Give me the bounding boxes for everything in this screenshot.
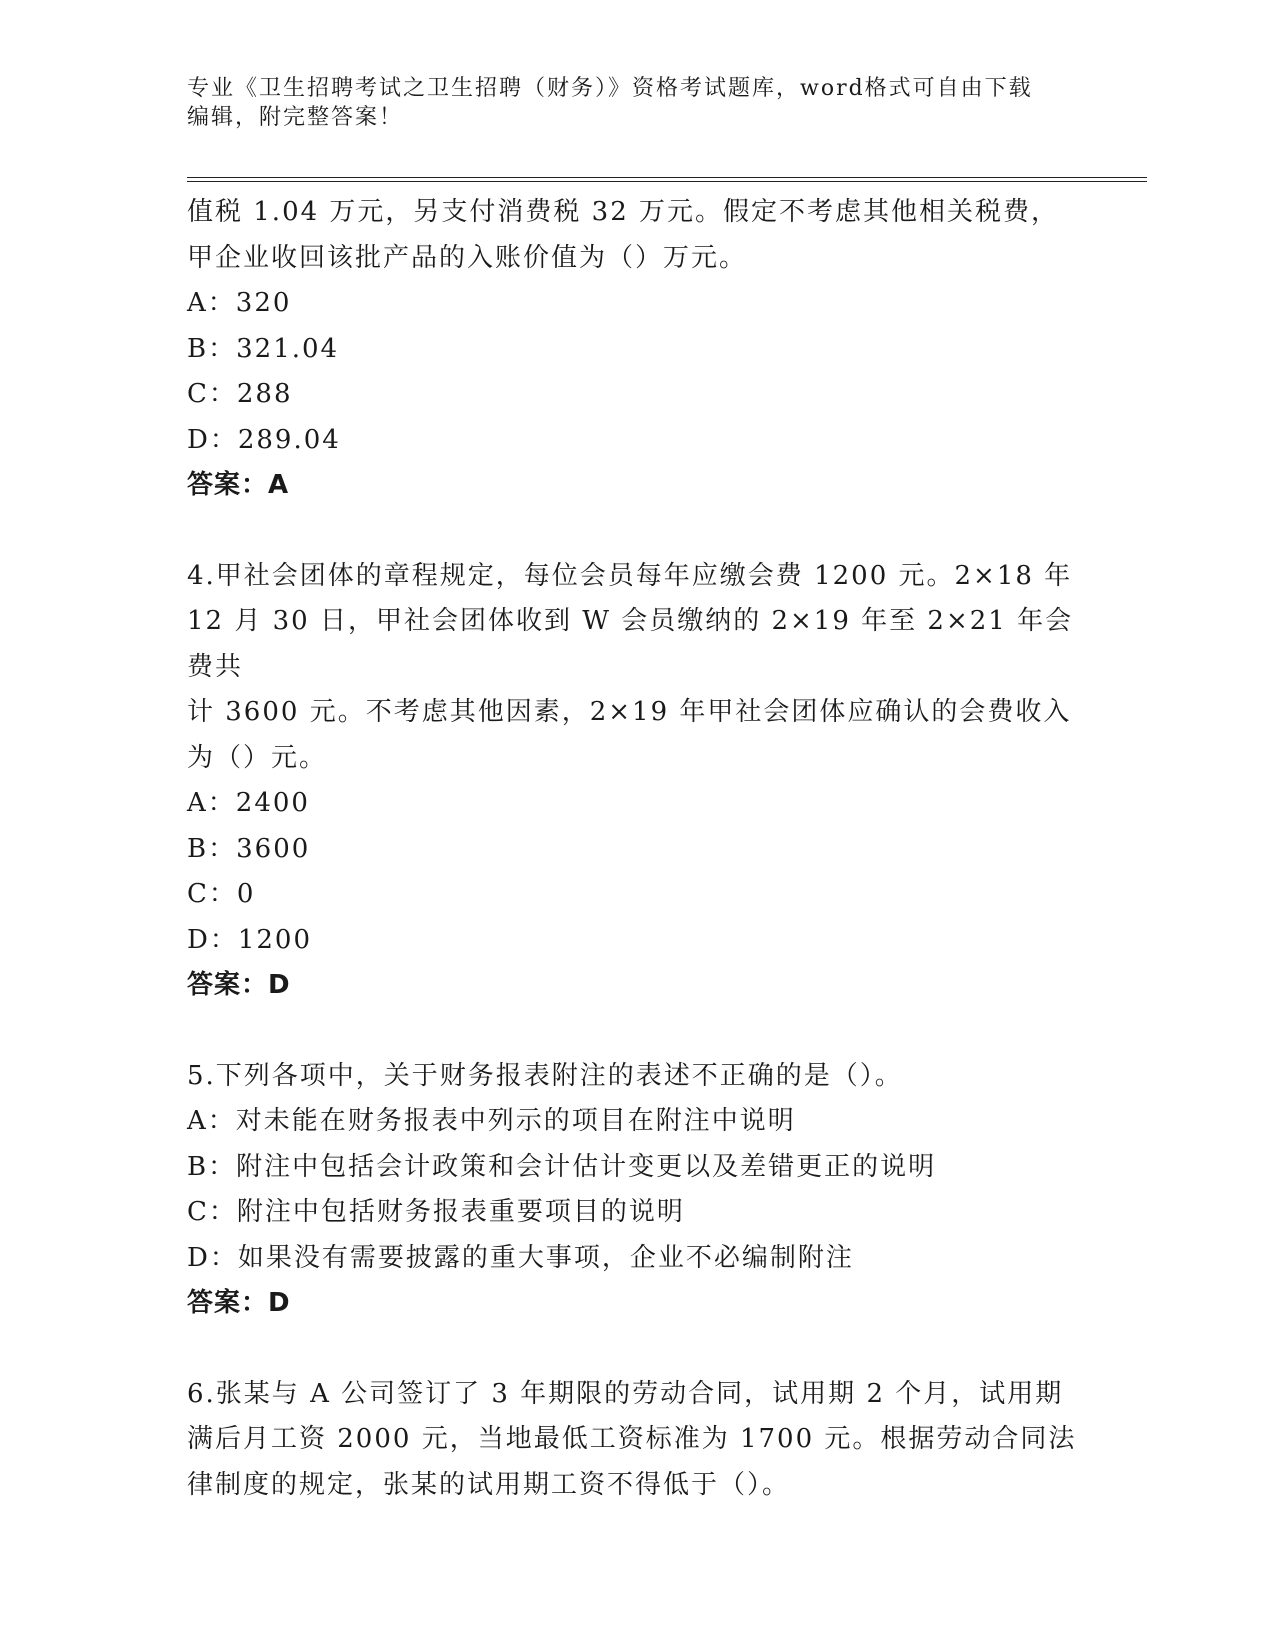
page-header (187, 74, 1087, 132)
question-stem-line: 计 3600 元。不考虑其他因素，2×19 年甲社会团体应确认的会费收入 (187, 697, 1072, 727)
option-c: C：附注中包括财务报表重要项目的说明 (187, 1197, 685, 1227)
question-stem-line: 满后月工资 2000 元，当地最低工资标准为 1700 元。根据劳动合同法 (187, 1424, 1077, 1454)
question-stem-line: 4.甲社会团体的章程规定，每位会员每年应缴会费 1200 元。2×18 年 (187, 560, 1073, 591)
question-stem-line: 为（）元。 (187, 742, 328, 773)
header-divider (187, 177, 1147, 182)
option-c: C：0 (187, 879, 256, 909)
spacer (187, 509, 1087, 554)
option-d: D：289.04 (187, 424, 341, 455)
option-a: A：对未能在财务报表中列示的项目在附注中说明 (187, 1106, 796, 1136)
spacer (187, 1327, 1087, 1372)
option-a: A：320 (187, 288, 292, 318)
question-stem-line: 值税 1.04 万元，另支付消费税 32 万元。假定不考虑其他相关税费， (187, 197, 1060, 227)
question-stem-line: 6.张某与 A 公司签订了 3 年期限的劳动合同，试用期 2 个月，试用期 (187, 1378, 1064, 1409)
question-stem-line: 甲企业收回该批产品的入账价值为（）万元。 (187, 242, 748, 273)
question-3 (187, 190, 1087, 509)
answer-label: 答案：D (187, 1288, 291, 1318)
question-list (187, 190, 1087, 1508)
answer-label: 答案：A (187, 470, 290, 500)
option-d: D：如果没有需要披露的重大事项，企业不必编制附注 (187, 1242, 854, 1273)
header-line-2: 编辑，附完整答案！ (187, 105, 404, 130)
question-4 (187, 554, 1087, 1009)
option-b: B：3600 (187, 833, 311, 864)
option-b: B：321.04 (187, 333, 340, 364)
question-stem-line: 5.下列各项中，关于财务报表附注的表述不正确的是（）。 (187, 1060, 903, 1091)
option-c: C：288 (187, 379, 293, 409)
option-d: D：1200 (187, 924, 313, 955)
option-a: A：2400 (187, 788, 310, 818)
question-stem-line: 12 月 30 日，甲社会团体收到 W 会员缴纳的 2×19 年至 2×21 年会费共 (187, 606, 1074, 682)
answer-label: 答案：D (187, 970, 291, 1000)
question-stem-line: 律制度的规定，张某的试用期工资不得低于（）。 (187, 1469, 791, 1500)
spacer (187, 1009, 1087, 1054)
header-line-1: 专业《卫生招聘考试之卫生招聘（财务）》资格考试题库，word格式可自由下载 (187, 76, 1033, 101)
option-b: B：附注中包括会计政策和会计估计变更以及差错更正的说明 (187, 1151, 937, 1182)
question-6 (187, 1372, 1087, 1509)
question-5 (187, 1054, 1087, 1327)
